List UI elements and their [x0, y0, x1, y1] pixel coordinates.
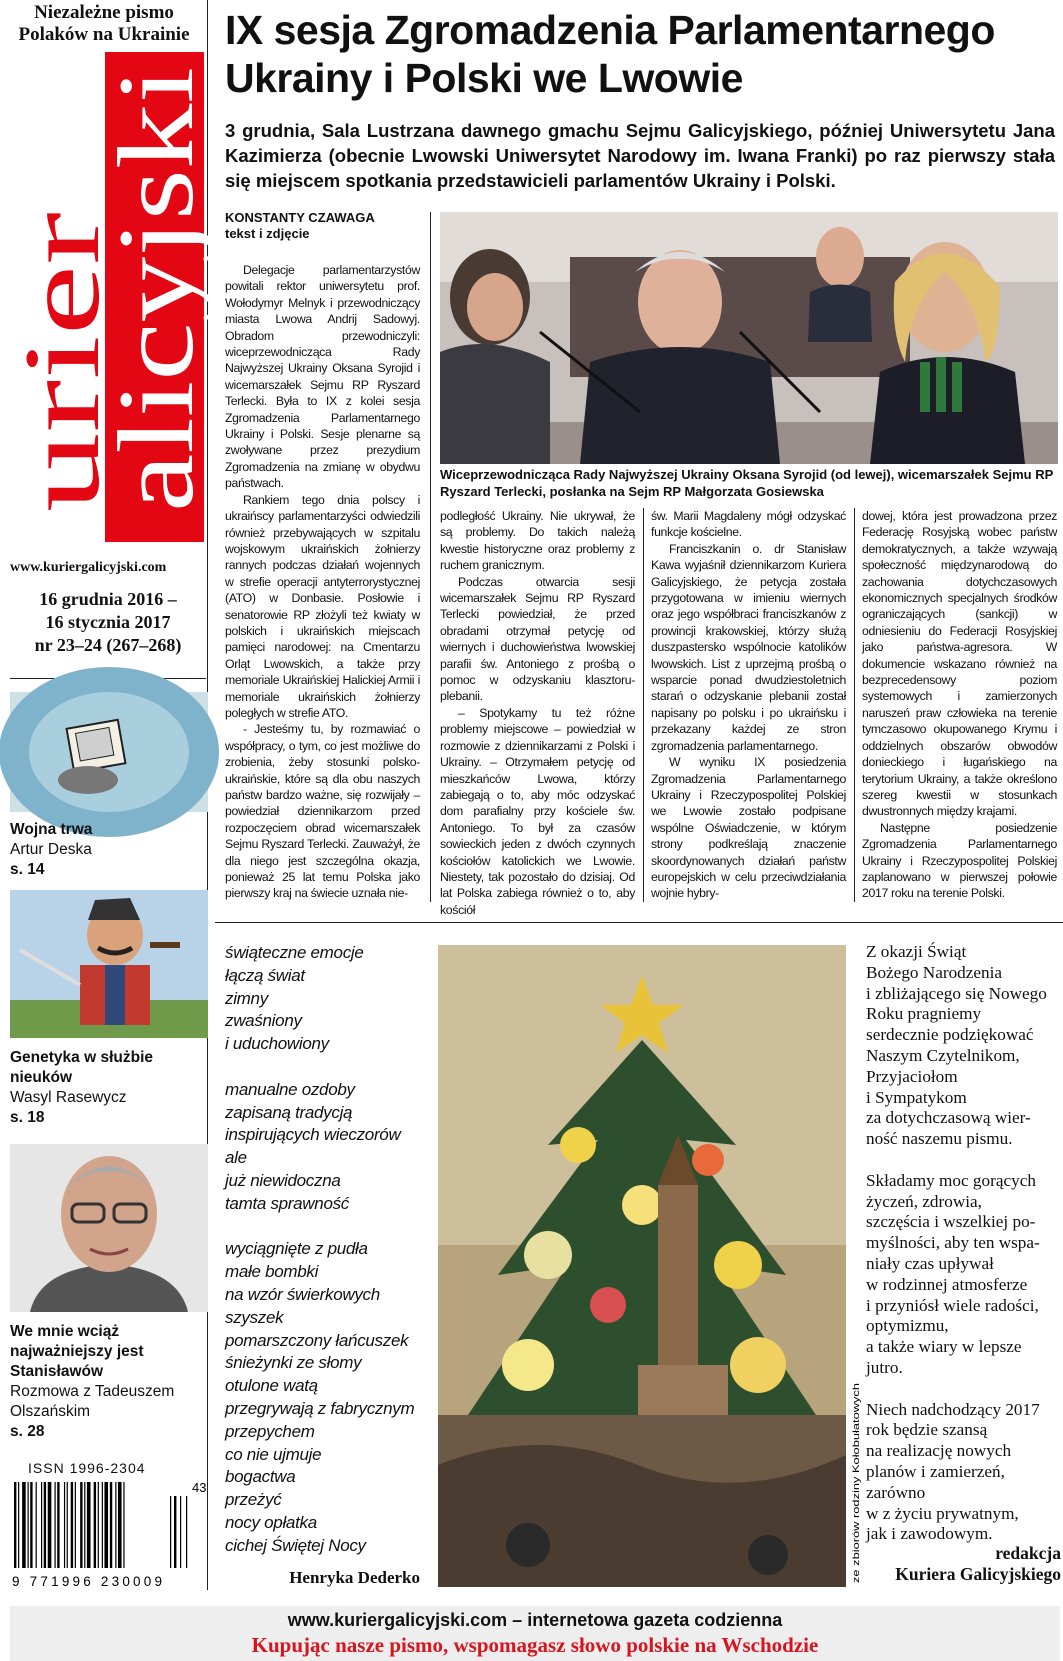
signature-line2: Kuriera Galicyjskiego [895, 1564, 1061, 1584]
barcode-addon: 43 [192, 1480, 207, 1495]
poem-line: inspirujących wieczorów [225, 1125, 401, 1145]
greeting-line: Niech nadchodzący 2017 [866, 1399, 1040, 1419]
barcode-bar [118, 1482, 122, 1568]
barcode-bar [98, 1482, 99, 1568]
barcode-bar [57, 1482, 59, 1568]
greeting-line: Składamy moc gorących [866, 1170, 1036, 1190]
poem-line: tamta sprawność [225, 1193, 349, 1213]
barcode-bar [22, 1482, 26, 1568]
issue-date-line2: 16 stycznia 2017 [45, 612, 171, 632]
greeting-line: jutro. [866, 1357, 903, 1377]
barcode-bar [104, 1482, 108, 1568]
barcode-bar [55, 1482, 56, 1568]
paragraph: Franciszkanin o. dr Stanisław Kawa wyjaśnił dziennikarzom Kuriera Galicyjskiego, że petycja została przygotowana w imieniu wiernych oraz jego współbraci franciszkanów z prowincji krakowskiej, którzy służą duszpastersko wspólnocie katolików lwowskich. List z uprzejmą prośbą o wsparcie ponad dwudziestoletnich starań o odzyskanie plebanii został napisany po polsku i po ukraińsku i przekazany każdej ze stron zgromadzenia parlamentarnego. [651, 541, 846, 753]
paragraph: podległość Ukrainy. Nie ukrywał, że są problemy. Do takich należą kwestie historyczne oraz problemy z ruchem granicznym. [440, 509, 635, 573]
poem-line: łączą świat [225, 965, 305, 985]
greeting-line: myślności, aby ten wspa- [866, 1233, 1040, 1253]
poem-line: małe bombki [225, 1262, 319, 1282]
barcode-bar [115, 1482, 116, 1568]
tagline: Niezależne pismo Polaków na Ukrainie [18, 2, 190, 45]
paragraph: Następne posiedzenie Zgromadzenia Parlamentarnego Ukrainy i Rzeczypospolitej Polskiej zaplanowano w pierwszej połowie 2017 roku na terenie Polski. [862, 820, 1057, 901]
paragraph: dowej, która jest prowadzona przez Federację Rosyjską wobec państw demokratycznych, a także wzywają społeczność międzynarodową do zachowania dotychczasowych ekonomicznych specjalnych środków ograniczających (sankcji) w odniesieniu do Federacji Rosyjskiej jako państwa-agresora. W dokumencie wskazano również na bezprecedensowy poziom systemowych i zamierzonych naruszeń praw człowieka na terenie tymczasowo okupowanego Krymu i oddzielnych obszarów obwodów donieckiego i ługańskiego na terytorium Ukrainy, a także określono szereg kwestii w stosunkach dwustronnych między krajami. [862, 509, 1057, 819]
greeting-line [866, 1150, 1061, 1171]
illustration-credit [848, 1380, 862, 1585]
paragraph: Delegacje parlamentarzystów powitali rektor uniwersytetu prof. Wołodymyr Melnyk i przewodniczący miasta Lwowa Andrij Sadowyj. Obradom przewodniczyli: wiceprzewodnicząca Rady Najwyższej Ukrainy Oksana Syrojid i wicemarszałek Sejmu RP Ryszard Terlecki. Była to IX z kolei sesja Zgromadzenia Parlamentarnego Ukrainy i Polski. Sesje plenarne są zwoływane przez prezydium Zgromadzenia na zmianę w obydwu państwach. [225, 263, 420, 491]
poem-line: i uduchowiony [225, 1034, 329, 1054]
greeting-line: a także wiary w lepsze [866, 1337, 1022, 1357]
poem-line: szyszek [225, 1307, 284, 1327]
footer-website[interactable]: www.kuriergalicyjski.com – internetowa gazeta codzienna [287, 1610, 783, 1630]
teaser-author: Artur Deska [10, 841, 92, 858]
greeting-line: i przyniósł wiele radości, [866, 1295, 1039, 1315]
greeting-line: szczęścia i wszelkiej po- [866, 1212, 1036, 1232]
greeting-line: na realizację nowych [866, 1441, 1012, 1461]
poem-line: zwaśniony [225, 1011, 302, 1031]
greeting-line: Naszym Czytelnikom, [866, 1045, 1020, 1065]
greeting-line: za dotychczasową wier- [866, 1108, 1031, 1128]
greeting-line: w z życiu prywatnym, [866, 1503, 1019, 1523]
article-column-2 [440, 508, 635, 918]
barcode-bar [64, 1482, 65, 1568]
poem-line: manualne ozdoby [225, 1079, 355, 1099]
poem-line: co nie ujmuje [225, 1444, 322, 1464]
article-byline [225, 210, 435, 242]
poem-line: na wzór świerkowych [225, 1284, 380, 1304]
greeting-line: jak i zawodowym. [866, 1524, 993, 1544]
paragraph: Rankiem tego dnia polscy i ukraińscy parlamentarzyści odwiedzili również przebywających w szpitalu wojskowym ukraińskich żołnierzy rannych podczas działań wojennych w strefie operacji antyterrorystycznej (ATO) w Donbasie. Posłowie i senatorowie RP złożyli też kwiaty w polskich i ukraińskich miejscach pamięci narodowej: na Cmentarzu Orląt Lwowskich, a także przy memoriale Ukraińskiej Halickiej Armii i memoriale ukraińskich żołnierzy poległych w strefie ATO. [225, 492, 420, 720]
christmas-illustration[interactable] [438, 945, 846, 1587]
greeting-line: zarówno [866, 1482, 926, 1502]
masthead-logo [3, 52, 216, 542]
teaser-title: Wojna trwa [10, 821, 93, 838]
poem-line: bogactwa [225, 1467, 296, 1487]
barcode-bar [44, 1482, 46, 1568]
poem-line: nocy opłatka [225, 1512, 317, 1532]
barcode-addon-bar [180, 1496, 181, 1568]
barcode-bar [18, 1482, 19, 1568]
poem-line: ale [225, 1148, 247, 1168]
greeting-line [866, 1379, 1061, 1400]
greeting-signature [866, 1543, 1061, 1585]
teaser-3[interactable] [10, 1322, 206, 1442]
paragraph: Podczas otwarcia sesji wicemarszałek Sejmu RP Ryszard Terlecki powiedział, że przed obradami otrzymał petycję od wiernych i duchowieństwa lwowskiej parafii św. Antoniego z prośbą o pomoc w odzyskaniu klasztoru-plebanii. [440, 574, 635, 704]
article-headline: IX sesja Zgromadzenia Parlamentarnego Ukrainy i Polski we Lwowie [225, 7, 995, 101]
paragraph: św. Marii Magdaleny mógł odzyskać funkcje kościelne. [651, 509, 846, 540]
barcode-bar [94, 1482, 96, 1568]
greeting-line: i Sympatykom [866, 1087, 967, 1107]
article-author: KONSTANTY CZAWAGA [225, 210, 375, 225]
poem-line: pomarszczony łańcuszek [225, 1330, 409, 1350]
teaser-page: s. 28 [10, 1423, 45, 1440]
barcode-bar [123, 1482, 124, 1568]
website-url[interactable]: www.kuriergalicyjski.com [10, 560, 167, 575]
section-divider [215, 922, 1063, 923]
poem-line: otulone watą [225, 1376, 318, 1396]
paragraph: – Spotykamy tu też różne problemy miejscowe – powiedział w rozmowie z dziennikarzami z Polski i Ukrainy. – Otrzymałem petycję od mieszkańców Lwowa, którzy zabiegają o to, aby móc odzyskać dom parafialny przy kościele św. Antoniego. To był za czasów sowieckich jeden z dwóch czynnych kościołów katolickich we Lwowie. Niestety, tak pozostało do dzisiaj. Od lat Polska zabiega również o to, aby kościół [440, 705, 635, 917]
barcode-addon-bar [174, 1496, 176, 1568]
signature-line1: redakcja [995, 1543, 1061, 1563]
barcode-bar [67, 1482, 68, 1568]
greeting-line: planów i zamierzeń, [866, 1461, 1005, 1481]
issn: ISSN 1996-2304 [28, 1460, 146, 1476]
barcode-bar [30, 1482, 32, 1568]
poem-line: świąteczne emocje [225, 943, 364, 962]
barcode-bar [87, 1482, 91, 1568]
poem-line [225, 1216, 420, 1239]
barcode-bar [84, 1482, 85, 1568]
article-column-4 [862, 508, 1057, 902]
teaser-2[interactable] [10, 1048, 206, 1128]
barcode-bar [110, 1482, 112, 1568]
barcode-number: 9 771996 230009 [12, 1574, 162, 1589]
greeting-line: optymizmu, [866, 1316, 949, 1336]
greeting-line: Z okazji Świąt [866, 942, 967, 961]
barcode [10, 1478, 205, 1588]
poem-line [225, 1056, 420, 1079]
greeting-line: życzeń, zdrowia, [866, 1191, 982, 1211]
photo-caption: Wiceprzewodnicząca Rady Najwyższej Ukrainy Oksana Syrojid (od lewej), wicemarszałek Sejmu RP Ryszard Terlecki, posłanka na Sejm RP Małgorzata Gosiewska [440, 467, 1054, 499]
svg-text:ze zbiorów rodziny Kołobułatow: ze zbiorów rodziny Kołobułatowych [851, 1435, 862, 1583]
teaser-1[interactable] [10, 820, 206, 880]
greeting-line: rok będzie szansą [866, 1420, 988, 1440]
greeting-line: Przyjaciołom [866, 1066, 958, 1086]
teaser-author: Rozmowa z Tadeuszem Olszańskim [10, 1383, 175, 1420]
poem-line: zapisaną tradycją [225, 1102, 353, 1122]
greeting-line: i zbliżającego się Nowego [866, 983, 1047, 1003]
poem-line: cichej Świętej Nocy [225, 1535, 366, 1555]
poem [225, 942, 420, 1558]
barcode-bar [71, 1482, 73, 1568]
barcode-addon-bar [170, 1496, 171, 1568]
issue-number: nr 23–24 (267–268) [34, 635, 182, 655]
greeting-line: serdecznie podziękować [866, 1025, 1034, 1045]
article-photo[interactable] [440, 212, 1058, 464]
barcode-bar [48, 1482, 52, 1568]
greeting-line: Roku pragniemy [866, 1004, 982, 1024]
teaser-title: Genetyka w służbie nieuków [10, 1049, 153, 1086]
teaser-page: s. 18 [10, 1109, 45, 1126]
paragraph: - Jesteśmy tu, by rozmawiać o współpracy, o tym, co jest możliwe do zrobienia, żeby stosunki polsko-ukraińskie, które są dla obu naszych państw bardzo ważne, się rozwijały – powiedział dziennikarzom przed rozpoczęciem obrad wicemarszałek Sejmu Ryszard Terlecki. Zauważył, że dla niego jest szczególna okazja, ponieważ 25 lat temu Polska jako pierwszy kraj na świecie uznała nie- [225, 722, 420, 901]
poem-line: już niewidoczna [225, 1170, 341, 1190]
poem-author: Henryka Dederko [289, 1568, 420, 1587]
barcode-bar [28, 1482, 29, 1568]
article-column-1 [225, 262, 420, 902]
column-rule [643, 508, 644, 902]
barcode-bar [80, 1482, 82, 1568]
teaser-title: We mnie wciąż najważniejszy jest Stanisławów [10, 1323, 144, 1380]
barcode-bar [102, 1482, 103, 1568]
logo-text-top: urier [3, 308, 122, 512]
footer-slogan: Kupując nasze pismo, wspomagasz słowo polskie na Wschodzie [251, 1633, 819, 1657]
issue-date-line1: 16 grudnia 2016 – [39, 589, 177, 609]
poem-line: wyciągnięte z pudła [225, 1239, 368, 1259]
greeting-line: Bożego Narodzenia [866, 962, 1003, 982]
barcode-bars [14, 1482, 187, 1568]
greeting-line: ność naszemu pismu. [866, 1129, 1013, 1149]
poem-line: przeżyć [225, 1490, 282, 1510]
teaser-image-plate[interactable] [10, 692, 208, 812]
barcode-bar [14, 1482, 16, 1568]
column-rule [430, 212, 431, 902]
greeting-line: niały czas upływał [866, 1253, 994, 1273]
poem-line: zimny [225, 988, 268, 1008]
teaser-image-portrait[interactable] [10, 1144, 208, 1312]
barcode-bar [75, 1482, 76, 1568]
greeting-line: w rodzinnej atmosferze [866, 1274, 1028, 1294]
barcode-addon-bar [186, 1496, 187, 1568]
column-rule [854, 508, 855, 902]
teaser-image-cossack[interactable] [10, 890, 208, 1038]
teaser-page: s. 14 [10, 861, 45, 878]
poem-line: śnieżynki ze słomy [225, 1353, 362, 1373]
barcode-bar [36, 1482, 37, 1568]
poem-line: przepychem [225, 1421, 315, 1441]
paragraph: W wyniku IX posiedzenia Zgromadzenia Parlamentarnego Ukrainy i Rzeczypospolitej Polskiej we Lwowie zostało podpisane wspólne Oświadczenie, w którym strony podkreślają znaczenie skoordynowanych działań państw europejskich w celu przeciwdziałania wojnie hybry- [651, 755, 846, 901]
article-column-3 [651, 508, 846, 902]
teaser-author: Wasyl Rasewycz [10, 1089, 127, 1106]
logo-text-bottom: alicyjski [97, 146, 216, 512]
poem-line: przegrywają z fabrycznym [225, 1398, 415, 1418]
holiday-greeting [866, 942, 1061, 1545]
barcode-bar [41, 1482, 42, 1568]
article-lead: 3 grudnia, Sala Lustrzana dawnego gmachu Sejmu Galicyjskiego, później Uniwersytetu Jana Kazimierza (obecnie Lwowski Uniwersytet Narodowy im. Iwana Franki) po raz pierwszy stała się miejscem spotkania przedstawicieli parlamentów Ukrainy i Polski. [225, 120, 1055, 191]
issue-info [10, 588, 206, 657]
article-author-note: tekst i zdjęcie [225, 226, 310, 241]
